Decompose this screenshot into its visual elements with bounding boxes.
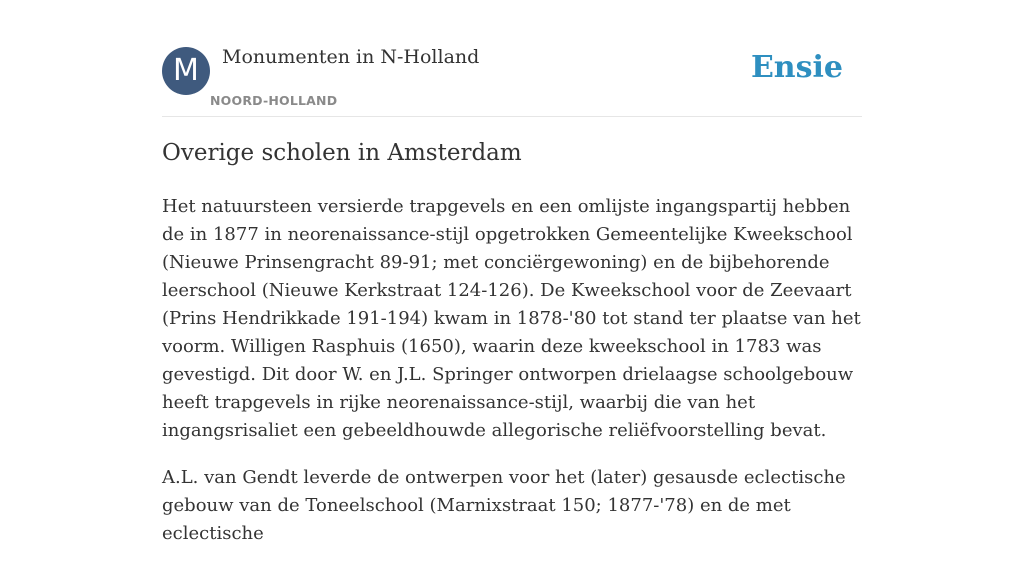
article-body	[162, 193, 862, 567]
brand-logo[interactable]: Ensie	[750, 50, 843, 85]
article-paragraph: A.L. van Gendt leverde de ontwerpen voor het (later) gesausde eclectische gebouw van de Toneelschool (Marnixstraat 150; 1877-'78) en de met eclectische	[162, 467, 846, 544]
site-header	[162, 46, 862, 117]
page-title: Overige scholen in Amsterdam	[162, 140, 522, 166]
avatar[interactable]: M	[162, 47, 210, 95]
site-title[interactable]: Monumenten in N-Holland	[222, 46, 480, 68]
article-paragraph: Het natuursteen versierde trapgevels en een omlijste ingangspartij hebben de in 1877 in neorenaissance-stijl opgetrokken Gemeentelijke Kweekschool (Nieuwe Prinsengracht 89-91; met conciërgewoning) en de bijbehorende leerschool (Nieuwe Kerkstraat 124-126). De Kweekschool voor de Zeevaart (Prins Hendrikkade 191-194) kwam in 1878-'80 tot stand ter plaatse van het voorm. Willigen Rasphuis (1650), waarin deze kweekschool in 1783 was gevestigd. Dit door W. en J.L. Springer ontworpen drielaagse schoolgebouw heeft trapgevels in rijke neorenaissance-stijl, waarbij die van het ingangsrisaliet een gebeeldhouwde allegorische reliëfvoorstelling bevat.	[162, 196, 861, 441]
site-subtitle: NOORD-HOLLAND	[210, 93, 338, 108]
